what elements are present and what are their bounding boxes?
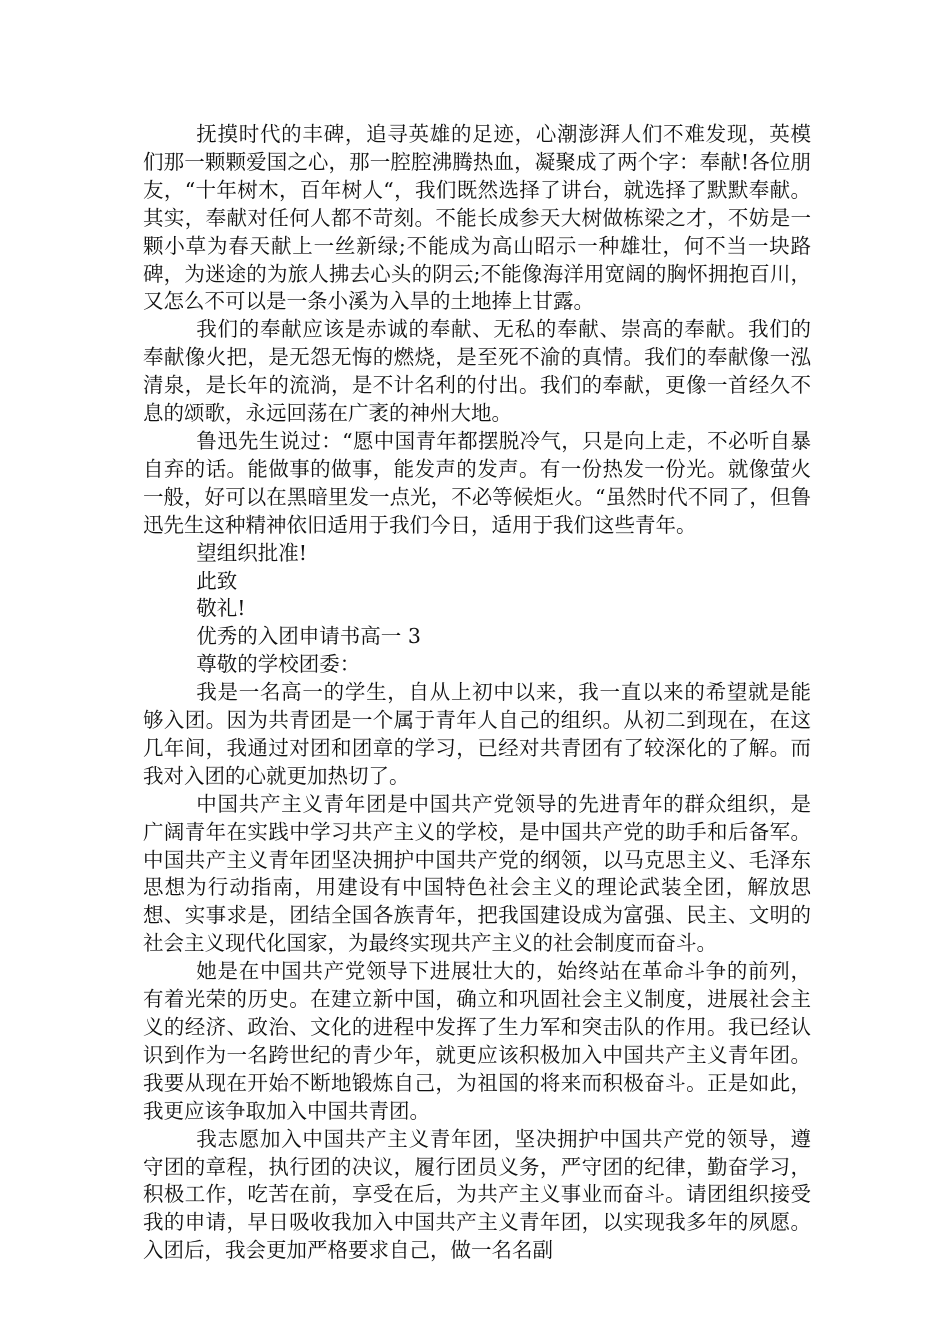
closing-salutation: 此致 [196,568,238,593]
section-title: 优秀的入团申请书高一 3 [196,624,421,649]
paragraph-league-history: 她是在中国共产党领导下进展壮大的，始终站在革命斗争的前列，有着光荣的历史。在建立新中国，确立和巩固社会主义制度，进展社会主义的经济、政治、文化的进程中发挥了生力军和突击队的作用。我已经认识到作为一名跨世纪的青少年，就更应该积极加入中国共产主义青年团。我要从现在开始不断地锻炼自己，为祖国的将来而积极奋斗。正是如此，我更应该争取加入中国共青团。 [143,959,811,1123]
paragraph-league-definition: 中国共产主义青年团是中国共产党领导的先进青年的群众组织，是广阔青年在实践中学习共产主义的学校，是中国共产党的助手和后备军。中国共产主义青年团坚决拥护中国共产党的纲领，以马克思主义、毛泽东思想为行动指南，用建设有中国特色社会主义的理论武装全团，解放思想、实事求是，团结全国各族青年，把我国建设成为富强、民主、文明的社会主义现代化国家，为最终实现共产主义的社会制度而奋斗。 [143,791,811,956]
request-approval-line: 望组织批准! [196,540,308,565]
paragraph-lu-xun-quote: 鲁迅先生说过：“愿中国青年都摆脱冷气，只是向上走，不必听自暴自弃的话。能做事的做事，能发声的发声。有一份热发一份光。就像萤火一般，好可以在黑暗里发一点光，不必等候炬火。“虽然时代不同了，但鲁迅先生这种精神依旧适用于我们今日，适用于我们这些青年。 [143,428,811,537]
paragraph-introduction: 我是一名高一的学生，自从上初中以来，我一直以来的希望就是能够入团。因为共青团是一个属于青年人自己的组织。从初二到现在，在这几年间，我通过对团和团章的学习，已经对共青团有了较深化的了解。而我对入团的心就更加热切了。 [143,680,811,788]
document-page [143,121,811,1265]
paragraph-dedication: 抚摸时代的丰碑，追寻英雄的足迹，心潮澎湃人们不难发现，英模们那一颗颗爱国之心，那一腔腔沸腾热血，凝聚成了两个字：奉献!各位朋友，“十年树木，百年树人“，我们既然选择了讲台，就选择了默默奉献。其实，奉献对任何人都不苛刻。不能长成参天大树做栋梁之才，不妨是一颗小草为春天献上一丝新绿;不能成为高山昭示一种雄壮，何不当一块路碑，为迷途的为旅人拂去心头的阴云;不能像海洋用宽阔的胸怀拥抱百川，又怎么不可以是一条小溪为入旱的土地捧上甘露。 [143,122,811,314]
closing-respect: 敬礼! [196,596,246,621]
addressee-line: 尊敬的学校团委： [196,652,361,677]
paragraph-sincere-dedication: 我们的奉献应该是赤诚的奉献、无私的奉献、崇高的奉献。我们的奉献像火把，是无怨无悔的燃烧，是至死不渝的真情。我们的奉献像一泓清泉，是长年的流淌，是不计名利的付出。我们的奉献，更像一首经久不息的颂歌，永远回荡在广袤的神州大地。 [143,317,811,426]
paragraph-pledge: 我志愿加入中国共产主义青年团，坚决拥护中国共产党的领导，遵守团的章程，执行团的决议，履行团员义务，严守团的纪律，勤奋学习，积极工作，吃苦在前，享受在后，为共产主义事业而奋斗。请团组织接受我的申请，早日吸收我加入中国共产主义青年团，以实现我多年的夙愿。入团后，我会更加严格要求自己，做一名名副 [143,1126,811,1263]
